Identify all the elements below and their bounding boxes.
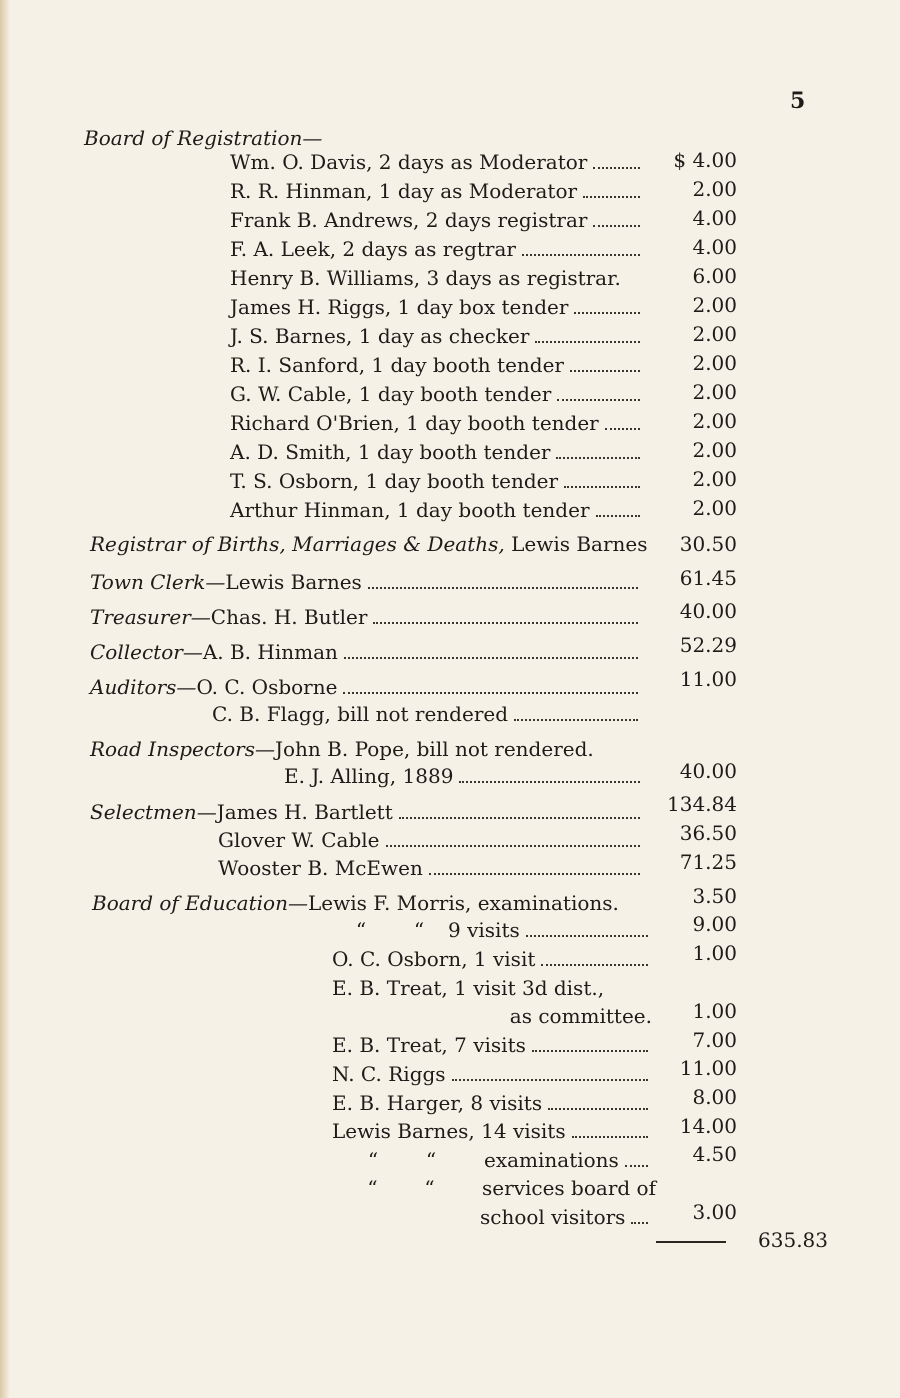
auditors-office: Auditors— (90, 675, 197, 699)
registrar-line (90, 530, 650, 558)
registrar-name: Lewis Barnes (511, 532, 648, 556)
registration-amount: 2.00 (692, 322, 737, 346)
leader-dots (548, 1108, 648, 1110)
grand-total: 635.83 (758, 1228, 828, 1252)
road-inspectors-name: John B. Pope, bill not rendered. (274, 737, 594, 761)
selectmen-amount: 71.25 (679, 850, 737, 874)
treasurer-amount: 40.00 (679, 599, 737, 623)
leader-dots (572, 1136, 648, 1138)
education-entry: examinations (484, 1148, 619, 1172)
leader-dots (526, 935, 648, 937)
leader-dots (570, 370, 640, 372)
education-amount: 1.00 (692, 941, 737, 965)
registration-entry: Frank B. Andrews, 2 days registrar (230, 208, 588, 232)
registration-row (230, 206, 646, 234)
ditto-mark: “ (424, 1176, 435, 1200)
registration-row (230, 467, 646, 495)
selectmen-line-3 (218, 854, 646, 882)
leader-dots (557, 399, 640, 401)
leader-dots (583, 196, 640, 198)
registration-amount: 2.00 (692, 351, 737, 375)
education-amount: 9.00 (692, 912, 737, 936)
registration-row (230, 438, 646, 466)
registration-entry: Richard O'Brien, 1 day booth tender (230, 411, 599, 435)
registration-row (230, 351, 646, 379)
registration-entry: R. R. Hinman, 1 day as Moderator (230, 179, 578, 203)
registration-entry: T. S. Osborn, 1 day booth tender (230, 469, 559, 493)
selectmen-amount: 36.50 (679, 821, 737, 845)
town-clerk-amount: 61.45 (679, 566, 737, 590)
education-amount: 8.00 (692, 1085, 737, 1109)
auditors-amount: 11.00 (679, 667, 737, 691)
education-amount: 3.50 (692, 884, 737, 908)
education-entry: O. C. Osborn, 1 visit (332, 947, 536, 971)
education-entry-cont: school visitors (480, 1205, 626, 1229)
education-line-11 (480, 1203, 654, 1231)
auditors-line (90, 673, 644, 701)
registration-row (230, 293, 646, 321)
registrar-office: Registrar of Births, Marriages & Deaths, (90, 532, 505, 556)
education-amount: 11.00 (679, 1056, 737, 1080)
education-entry: services board of (482, 1176, 656, 1200)
leader-dots (452, 1079, 648, 1081)
leader-dots (399, 817, 640, 819)
treasurer-name: Chas. H. Butler (210, 605, 368, 629)
road-inspectors-amount: 40.00 (679, 759, 737, 783)
registration-row (230, 322, 646, 350)
leader-dots (605, 428, 640, 430)
leader-dots (386, 845, 640, 847)
registration-row (230, 496, 646, 524)
registration-amount: 4.00 (692, 235, 737, 259)
registration-entry: Wm. O. Davis, 2 days as Moderator (230, 150, 588, 174)
education-office: Board of Education— (92, 891, 308, 915)
total-rule (656, 1241, 726, 1243)
leader-dots (514, 719, 638, 721)
education-amount: 3.00 (692, 1200, 737, 1224)
education-line-3 (332, 945, 654, 973)
leader-dots (593, 225, 640, 227)
education-amount: 7.00 (692, 1028, 737, 1052)
page-number: 5 (790, 88, 806, 114)
registration-row (230, 380, 646, 408)
road-inspectors-second-name: E. J. Alling, 1889 (284, 764, 454, 788)
auditors-second-name: C. B. Flagg, bill not rendered (212, 702, 509, 726)
leader-dots (522, 254, 640, 256)
registration-row (230, 148, 646, 176)
selectmen-line-2 (218, 826, 646, 854)
education-line-10 (344, 1174, 656, 1202)
leader-dots (596, 515, 640, 517)
ditto-mark: “ (425, 1148, 437, 1172)
education-line-8 (332, 1117, 654, 1145)
leader-dots (564, 486, 640, 488)
registration-amount: $ 4.00 (673, 148, 737, 172)
leader-dots (344, 657, 638, 659)
registration-entry: Arthur Hinman, 1 day booth tender (230, 498, 590, 522)
treasurer-office: Treasurer— (90, 605, 211, 629)
ditto-mark: “ (367, 1148, 379, 1172)
education-entry-cont: as committee. (509, 1004, 652, 1028)
education-entry: N. C. Riggs (332, 1062, 446, 1086)
education-line-6 (332, 1060, 654, 1088)
education-line-1 (92, 889, 652, 917)
registration-entry: J. S. Barnes, 1 day as checker (230, 324, 530, 348)
leader-dots (625, 1165, 648, 1167)
ditto-mark: “ (413, 918, 425, 942)
leader-dots (535, 341, 640, 343)
registration-amount: 4.00 (692, 206, 737, 230)
treasurer-line (90, 603, 644, 631)
registration-entry: A. D. Smith, 1 day booth tender (230, 440, 551, 464)
leader-dots (593, 167, 640, 169)
leader-dots (373, 622, 638, 624)
collector-line (90, 638, 644, 666)
collector-office: Collector— (90, 640, 203, 664)
leader-dots (459, 781, 640, 783)
leader-dots (631, 1222, 648, 1224)
education-entry: 9 visits (448, 918, 520, 942)
selectmen-name: James H. Bartlett (216, 800, 393, 824)
registrar-amount: 30.50 (679, 532, 737, 556)
education-line-9 (344, 1146, 654, 1174)
education-amount: 4.50 (692, 1142, 737, 1166)
education-line-7 (332, 1089, 654, 1117)
registration-heading: Board of Registration— (84, 126, 323, 150)
town-clerk-name: Lewis Barnes (225, 570, 362, 594)
registration-entry: R. I. Sanford, 1 day booth tender (230, 353, 564, 377)
education-entry: Lewis F. Morris, examinations. (307, 891, 619, 915)
ditto-mark: “ (367, 1176, 378, 1200)
education-entry: Lewis Barnes, 14 visits (332, 1119, 566, 1143)
registration-row (230, 264, 646, 292)
registration-row (230, 177, 646, 205)
registration-entry: James H. Riggs, 1 day box tender (230, 295, 569, 319)
selectmen-name: Wooster B. McEwen (218, 856, 423, 880)
road-inspectors-second-line (284, 762, 646, 790)
auditors-second-line (212, 700, 644, 728)
collector-name: A. B. Hinman (202, 640, 338, 664)
selectmen-office: Selectmen— (90, 800, 217, 824)
education-line-2 (332, 916, 654, 944)
registration-entry: Henry B. Williams, 3 days as registrar. (230, 266, 621, 290)
registration-amount: 2.00 (692, 409, 737, 433)
registration-entry: G. W. Cable, 1 day booth tender (230, 382, 552, 406)
selectmen-amount: 134.84 (667, 792, 737, 816)
leader-dots (343, 692, 638, 694)
education-entry: E. B. Treat, 1 visit 3d dist., (332, 976, 605, 1000)
ditto-mark: “ (355, 918, 367, 942)
registration-amount: 2.00 (692, 177, 737, 201)
registration-amount: 2.00 (692, 380, 737, 404)
town-clerk-office: Town Clerk— (90, 570, 226, 594)
leader-dots (541, 964, 648, 966)
registration-amount: 6.00 (692, 264, 737, 288)
education-entry: E. B. Treat, 7 visits (332, 1033, 526, 1057)
leader-dots (532, 1050, 648, 1052)
registration-amount: 2.00 (692, 467, 737, 491)
education-amount: 1.00 (692, 999, 737, 1023)
collector-amount: 52.29 (679, 633, 737, 657)
road-inspectors-line (90, 735, 650, 763)
selectmen-name: Glover W. Cable (218, 828, 380, 852)
registration-entry: F. A. Leek, 2 days as regtrar (230, 237, 516, 261)
town-clerk-line (90, 568, 644, 596)
registration-row (230, 409, 646, 437)
selectmen-line-1 (90, 798, 646, 826)
education-line-5 (332, 1031, 654, 1059)
leader-dots (556, 457, 640, 459)
leader-dots (429, 873, 640, 875)
registration-row (230, 235, 646, 263)
road-inspectors-office: Road Inspectors— (90, 737, 275, 761)
registration-amount: 2.00 (692, 496, 737, 520)
registration-amount: 2.00 (692, 438, 737, 462)
leader-dots (574, 312, 640, 314)
education-amount: 14.00 (679, 1114, 737, 1138)
education-entry: E. B. Harger, 8 visits (332, 1091, 543, 1115)
leader-dots (368, 587, 638, 589)
registration-amount: 2.00 (692, 293, 737, 317)
auditors-name: O. C. Osborne (196, 675, 338, 699)
